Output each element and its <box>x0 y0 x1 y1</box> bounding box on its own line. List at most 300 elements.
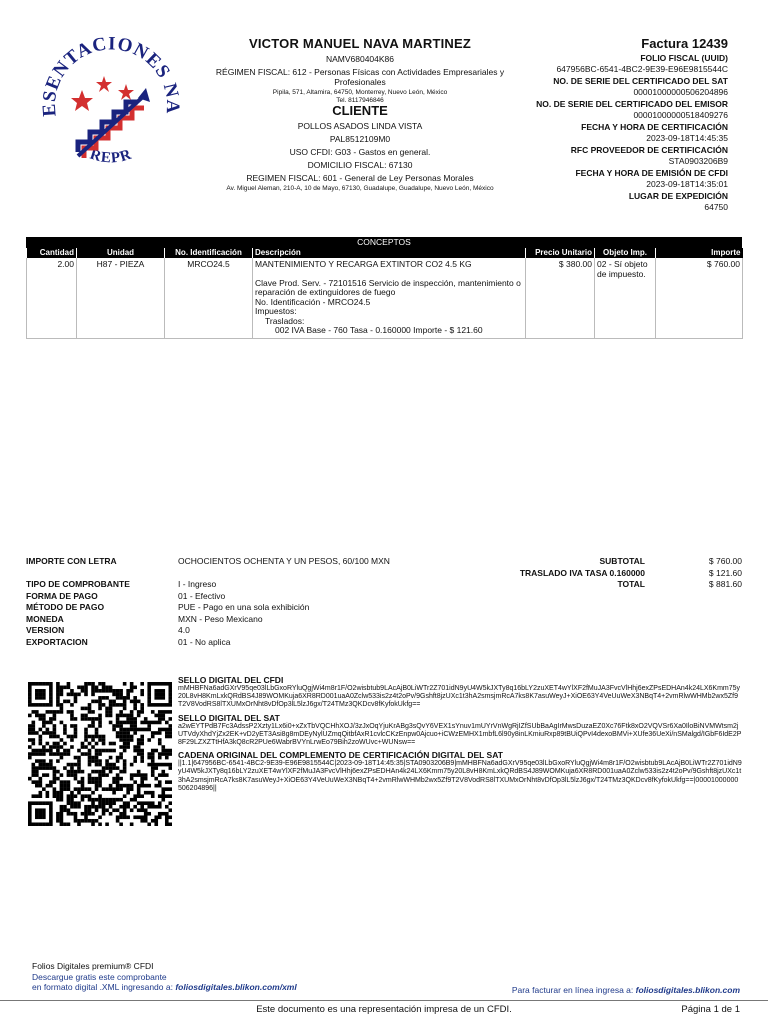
qr-module <box>109 766 113 770</box>
qr-module <box>126 745 130 749</box>
client-regimen: REGIMEN FISCAL: 601 - General de Ley Personas Morales <box>246 173 474 183</box>
qr-module <box>116 759 120 763</box>
qr-module <box>91 791 95 795</box>
qr-module <box>98 696 102 700</box>
qr-module <box>28 756 32 760</box>
qr-module <box>168 763 172 767</box>
qr-module <box>32 822 36 826</box>
qr-module <box>77 822 81 826</box>
qr-module <box>109 784 113 788</box>
qr-module <box>168 822 172 826</box>
qr-module <box>42 682 46 686</box>
qr-module <box>147 693 151 697</box>
qr-module <box>91 780 95 784</box>
qr-module <box>63 822 67 826</box>
footer-xml-link[interactable]: foliosdigitales.blikon.com/xml <box>175 982 297 992</box>
qr-module <box>42 693 46 697</box>
qr-module <box>154 815 158 819</box>
qr-module <box>95 728 99 732</box>
qr-module <box>102 808 106 812</box>
qr-module <box>154 784 158 788</box>
qr-module <box>60 721 64 725</box>
qr-module <box>165 731 169 735</box>
qr-module <box>116 724 120 728</box>
qr-module <box>98 724 102 728</box>
lugar-label: LUGAR DE EXPEDICIÓN <box>628 191 728 201</box>
qr-module <box>39 728 43 732</box>
qr-module <box>67 700 71 704</box>
qr-module <box>49 815 53 819</box>
qr-module <box>60 693 64 697</box>
qr-module <box>88 707 92 711</box>
qr-module <box>144 717 148 721</box>
qr-module <box>46 710 50 714</box>
qr-module <box>112 724 116 728</box>
qr-module <box>74 735 78 739</box>
qr-module <box>158 721 162 725</box>
qr-module <box>133 749 137 753</box>
qr-module <box>147 738 151 742</box>
qr-module <box>123 812 127 816</box>
qr-module <box>53 731 57 735</box>
qr-module <box>147 784 151 788</box>
sello-cfdi-value: mMHBFNa6adGXrV95qe03lLbGxoRYluQgjWi4m8r1F/O2wisbtub9LAcAjB0LiWTr2Z701idN9yU4W5kJXTy8q16bLY2zuXET4wYlXF2fMuJA3FvcVlHhj6exZPsEDHAn4k24LX6Kmm75y20L8vH8KmLxkQRdBS4J89WOMKuja6XR8RD001uaA0Zclw533is2z4t2oPv/9Gshft8jzUXc1t3hA2smsjmRcA7ks8K7asuWeyJ+XiOE63Y4VeUuWeX3NBqT4+2vmRlwWHMb2wx5Zf9T2V8VodRS8lTXUMxOrNht8vDfOp3lL5lzJ6gx/T24TMz3QKDcv8fKyfokUkfg== <box>178 685 741 709</box>
qr-module <box>123 805 127 809</box>
qr-module <box>168 700 172 704</box>
qr-module <box>28 822 32 826</box>
cadena-value: ||1.1|647956BC-6541-4BC2-9E39-E96E9815544C|2023-09-18T14:45:35|STA0903206B9|mMHBFNa6adGXrV95qe03lLbGxoRYluQgjWi4m8r1F/O2wisbtub9LAcAjB0LiWTr2Z701idN9yU4W5kJXTy8q16bLY2zuXET4wYlXF2fMuJA3FvcVlHhj6exZPsEDHAn4k24LX6Kmm75y20L8vH8KmLxkQRdBS4J89WOMKuja6XR8RD001uaA0Zclw533is2z4t2oPv/9Gshft8jzUXc1t3hA2smsjmRcA7ks8K7asuWeyJ+XiOE63Y4VeUuWeX3NBqT4+2vmRlwWHMb2wx5Zf9T2V8VodRS8lTXUMxOrNht8vDfOp3lL5lzJ6gx/T24TMz3QKDcv8fKyfokUkfg==|00001000000506204896|| <box>178 760 742 792</box>
subtotal-label: SUBTOTAL <box>599 556 645 566</box>
header-unidad: Unidad <box>77 248 165 258</box>
qr-module <box>88 749 92 753</box>
qr-module <box>116 693 120 697</box>
qr-module <box>67 682 71 686</box>
qr-module <box>63 742 67 746</box>
fecha-cert-value: 2023-09-18T14:45:35 <box>646 133 728 143</box>
qr-module <box>116 777 120 781</box>
impuestos-label: Impuestos: <box>255 306 297 316</box>
qr-module <box>133 756 137 760</box>
qr-module <box>60 815 64 819</box>
qr-module <box>130 717 134 721</box>
qr-module <box>137 773 141 777</box>
qr-module <box>161 794 165 798</box>
qr-module <box>84 682 88 686</box>
qr-module <box>32 724 36 728</box>
qr-module <box>67 794 71 798</box>
qr-module <box>165 752 169 756</box>
qr-module <box>102 812 106 816</box>
qr-module <box>46 763 50 767</box>
qr-module <box>105 822 109 826</box>
qr-module <box>67 773 71 777</box>
qr-module <box>39 696 43 700</box>
concepts-table <box>26 237 742 339</box>
qr-module <box>161 770 165 774</box>
qr-module <box>151 763 155 767</box>
qr-module <box>158 763 162 767</box>
qr-module <box>84 787 88 791</box>
client-rfc: PAL8512109M0 <box>329 134 391 144</box>
qr-module <box>151 682 155 686</box>
qr-module <box>32 766 36 770</box>
qr-module <box>53 770 57 774</box>
qr-module <box>49 780 53 784</box>
qr-module <box>151 756 155 760</box>
issuer-block <box>200 36 520 105</box>
qr-module <box>112 798 116 802</box>
metodo-label: MÉTODO DE PAGO <box>26 602 105 612</box>
qr-module <box>84 738 88 742</box>
qr-module <box>116 714 120 718</box>
qr-module <box>102 735 106 739</box>
qr-module <box>67 822 71 826</box>
qr-module <box>140 819 144 823</box>
qr-module <box>95 777 99 781</box>
qr-module <box>140 735 144 739</box>
qr-module <box>123 763 127 767</box>
qr-module <box>161 798 165 802</box>
qr-module <box>49 735 53 739</box>
qr-module <box>28 738 32 742</box>
qr-module <box>53 766 57 770</box>
qr-module <box>49 717 53 721</box>
qr-module <box>77 693 81 697</box>
qr-module <box>60 689 64 693</box>
qr-module <box>63 787 67 791</box>
qr-module <box>168 749 172 753</box>
qr-module <box>147 724 151 728</box>
qr-module <box>130 714 134 718</box>
qr-module <box>102 703 106 707</box>
qr-module <box>67 735 71 739</box>
qr-module <box>98 738 102 742</box>
qr-module <box>112 700 116 704</box>
qr-module <box>95 798 99 802</box>
qr-module <box>98 773 102 777</box>
qr-module <box>140 707 144 711</box>
qr-module <box>60 822 64 826</box>
qr-module <box>130 735 134 739</box>
qr-module <box>126 717 130 721</box>
qr-module <box>126 721 130 725</box>
qr-module <box>88 742 92 746</box>
qr-module <box>35 822 39 826</box>
qr-module <box>74 724 78 728</box>
qr-module <box>144 801 148 805</box>
qr-module <box>165 735 169 739</box>
qr-module <box>168 801 172 805</box>
qr-module <box>91 710 95 714</box>
total-label: TOTAL <box>617 579 645 589</box>
qr-module <box>154 819 158 823</box>
qr-module <box>126 742 130 746</box>
qr-module <box>46 721 50 725</box>
qr-module <box>42 787 46 791</box>
qr-module <box>116 773 120 777</box>
qr-module <box>140 805 144 809</box>
qr-module <box>91 756 95 760</box>
qr-module <box>158 731 162 735</box>
qr-module <box>168 693 172 697</box>
qr-module <box>161 812 165 816</box>
qr-module <box>32 738 36 742</box>
qr-module <box>116 696 120 700</box>
qr-module <box>151 805 155 809</box>
qr-module <box>39 682 43 686</box>
qr-module <box>49 766 53 770</box>
qr-module <box>77 780 81 784</box>
qr-module <box>46 703 50 707</box>
qr-module <box>77 791 81 795</box>
qr-module <box>126 784 130 788</box>
qr-module <box>147 721 151 725</box>
qr-module <box>147 700 151 704</box>
qr-module <box>123 759 127 763</box>
qr-module <box>165 819 169 823</box>
qr-module <box>49 805 53 809</box>
qr-module <box>168 735 172 739</box>
qr-module <box>77 686 81 690</box>
qr-module <box>39 759 43 763</box>
qr-module <box>123 738 127 742</box>
qr-module <box>81 812 85 816</box>
qr-module <box>32 749 36 753</box>
qr-module <box>98 805 102 809</box>
qr-module <box>81 787 85 791</box>
qr-module <box>151 721 155 725</box>
qr-module <box>133 724 137 728</box>
qr-module <box>91 738 95 742</box>
qr-module <box>46 728 50 732</box>
qr-module <box>123 721 127 725</box>
qr-module <box>154 703 158 707</box>
qr-module <box>133 805 137 809</box>
qr-module <box>88 798 92 802</box>
qr-module <box>63 731 67 735</box>
footer-right-link[interactable]: foliosdigitales.blikon.com <box>635 985 740 995</box>
qr-module <box>53 773 57 777</box>
qr-module <box>42 717 46 721</box>
qr-module <box>32 763 36 767</box>
header-cantidad: Cantidad <box>27 248 77 258</box>
qr-module <box>105 766 109 770</box>
qr-module <box>123 682 127 686</box>
qr-module <box>158 703 162 707</box>
qr-module <box>133 759 137 763</box>
qr-module <box>28 777 32 781</box>
qr-module <box>105 686 109 690</box>
qr-module <box>116 717 120 721</box>
iva-row <box>480 568 742 580</box>
qr-module <box>35 759 39 763</box>
qr-module <box>84 686 88 690</box>
qr-module <box>151 759 155 763</box>
qr-module <box>49 745 53 749</box>
qr-module <box>123 794 127 798</box>
totals-block <box>480 556 742 591</box>
qr-module <box>147 703 151 707</box>
qr-module <box>98 689 102 693</box>
qr-module <box>158 742 162 746</box>
qr-module <box>88 773 92 777</box>
qr-module <box>56 770 60 774</box>
qr-module <box>56 749 60 753</box>
qr-module <box>49 752 53 756</box>
qr-module <box>119 777 123 781</box>
qr-module <box>39 808 43 812</box>
qr-module <box>88 812 92 816</box>
cadena-label: CADENA ORIGINAL DEL COMPLEMENTO DE CERTIFICACIÓN DIGITAL DEL SAT <box>178 750 503 761</box>
qr-module <box>119 756 123 760</box>
qr-module <box>130 689 134 693</box>
qr-module <box>63 805 67 809</box>
qr-module <box>84 812 88 816</box>
qr-module <box>88 787 92 791</box>
qr-module <box>32 731 36 735</box>
header-descripcion: Descripción <box>253 248 526 258</box>
qr-module <box>140 749 144 753</box>
qr-module <box>109 749 113 753</box>
qr-module <box>84 689 88 693</box>
qr-module <box>35 808 39 812</box>
qr-module <box>74 700 78 704</box>
qr-module <box>60 756 64 760</box>
qr-module <box>151 731 155 735</box>
iva-value: $ 121.60 <box>708 567 742 578</box>
qr-module <box>46 731 50 735</box>
qr-module <box>140 703 144 707</box>
company-logo <box>38 34 184 184</box>
qr-module <box>98 703 102 707</box>
qr-module <box>123 770 127 774</box>
qr-module <box>39 822 43 826</box>
qr-module <box>56 686 60 690</box>
qr-module <box>39 749 43 753</box>
qr-module <box>81 752 85 756</box>
table-row <box>27 258 743 338</box>
qr-module <box>109 770 113 774</box>
qr-module <box>130 787 134 791</box>
qr-module <box>168 794 172 798</box>
qr-module <box>130 682 134 686</box>
qr-module <box>133 700 137 704</box>
qr-module <box>67 710 71 714</box>
qr-module <box>39 717 43 721</box>
qr-module <box>49 693 53 697</box>
qr-module <box>112 780 116 784</box>
qr-module <box>123 815 127 819</box>
qr-module <box>28 812 32 816</box>
cell-descripcion <box>253 258 526 338</box>
qr-module <box>126 805 130 809</box>
qr-module <box>28 752 32 756</box>
qr-module <box>102 773 106 777</box>
qr-module <box>74 819 78 823</box>
qr-module <box>32 752 36 756</box>
moneda-label: MONEDA <box>26 613 64 624</box>
qr-module <box>88 763 92 767</box>
qr-module <box>116 721 120 725</box>
qr-module <box>39 794 43 798</box>
qr-module <box>32 773 36 777</box>
qr-module <box>116 766 120 770</box>
qr-module <box>123 714 127 718</box>
qr-module <box>147 822 151 826</box>
qr-module <box>158 752 162 756</box>
qr-module <box>91 812 95 816</box>
qr-module <box>60 780 64 784</box>
qr-module <box>161 749 165 753</box>
qr-module <box>95 759 99 763</box>
footer-line1: Descargue gratis este comprobante <box>32 971 167 982</box>
qr-module <box>81 798 85 802</box>
qr-module <box>158 714 162 718</box>
qr-module <box>67 812 71 816</box>
qr-module <box>133 721 137 725</box>
qr-module <box>137 770 141 774</box>
qr-module <box>130 728 134 732</box>
qr-module <box>140 728 144 732</box>
qr-module <box>161 717 165 721</box>
qr-module <box>67 693 71 697</box>
qr-module <box>98 752 102 756</box>
qr-module <box>53 717 57 721</box>
qr-module <box>154 805 158 809</box>
qr-module <box>70 703 74 707</box>
qr-module <box>109 812 113 816</box>
qr-module <box>133 717 137 721</box>
client-uso-cfdi: USO CFDI: G03 - Gastos en general. <box>289 147 431 157</box>
qr-module <box>95 686 99 690</box>
issuer-rfc: NAMV680404K86 <box>325 54 395 64</box>
qr-module <box>112 703 116 707</box>
qr-module <box>53 791 57 795</box>
header-no-id: No. Identificación <box>165 248 253 258</box>
qr-module <box>84 717 88 721</box>
qr-module <box>140 773 144 777</box>
qr-module <box>53 724 57 728</box>
footer-left <box>32 961 297 993</box>
qr-module <box>126 728 130 732</box>
qr-module <box>77 766 81 770</box>
client-domicilio: DOMICILIO FISCAL: 67130 <box>307 160 413 170</box>
qr-module <box>88 759 92 763</box>
qr-module <box>56 791 60 795</box>
qr-module <box>56 759 60 763</box>
digital-seals <box>178 672 742 793</box>
qr-module <box>60 805 64 809</box>
qr-module <box>53 752 57 756</box>
qr-module <box>137 749 141 753</box>
qr-module <box>119 787 123 791</box>
iva-label: TRASLADO IVA TASA 0.160000 <box>519 567 645 578</box>
qr-module <box>130 724 134 728</box>
qr-module <box>91 798 95 802</box>
qr-module <box>147 752 151 756</box>
qr-module <box>49 759 53 763</box>
qr-module <box>53 735 57 739</box>
svg-text:ESENTACIONES NASER: ESENTACIONES NA <box>38 34 184 118</box>
qr-module <box>109 756 113 760</box>
qr-module <box>119 815 123 819</box>
importe-letra-value: OCHOCIENTOS OCHENTA Y UN PESOS, 60/100 MXN <box>178 556 390 566</box>
qr-module <box>95 787 99 791</box>
qr-module <box>116 808 120 812</box>
qr-module <box>46 742 50 746</box>
qr-module <box>109 686 113 690</box>
importe-letra-label: IMPORTE CON LETRA <box>26 556 117 566</box>
